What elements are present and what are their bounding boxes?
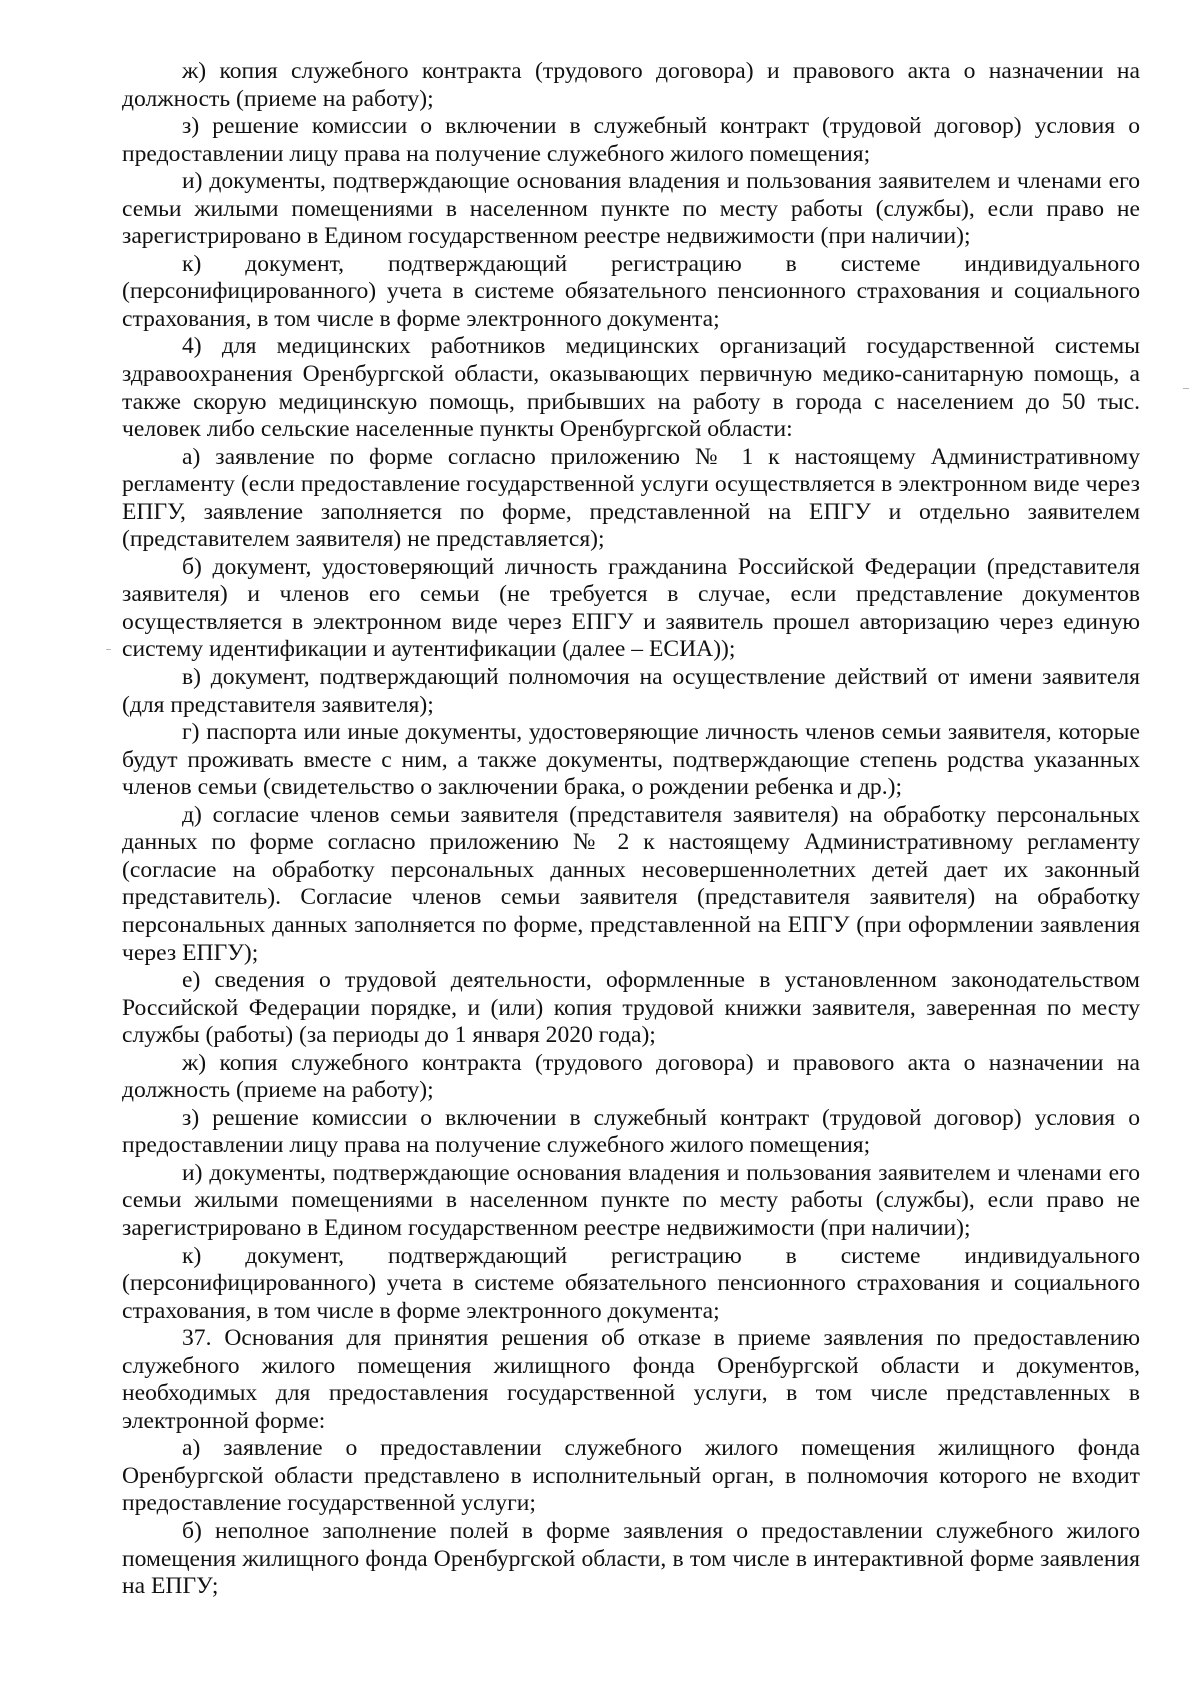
paragraph-a-application: а) заявление по форме согласно приложению № 1 к настоящему Административному регламенту (если предоставление государственной услуги осуществляется в электронном виде через ЕПГУ, заявление заполняется по форме, представленной на ЕПГУ и отдельно заявителем (представителем заявителя) не представляется); — [122, 443, 1140, 553]
paragraph-i-housing-documents: и) документы, подтверждающие основания владения и пользования заявителем и членами его семьи жилыми помещениями в населенном пункте по месту работы (службы), если право не зарегистрировано в Едином государственном реестре недвижимости (при наличии); — [122, 168, 1140, 250]
paragraph-v-authority-document: в) документ, подтверждающий полномочия на осуществление действий от имени заявителя (для представителя заявителя); — [122, 664, 1140, 718]
paragraph-g-passports: г) паспорта или иные документы, удостоверяющие личность членов семьи заявителя, которые будут проживать вместе с ним, а также документы, подтверждающие степень родства указанных членов семьи (свидетельство о заключении брака, о рождении ребенка и др.); — [122, 719, 1140, 801]
paragraph-i-housing-documents-2: и) документы, подтверждающие основания владения и пользования заявителем и членами его семьи жилыми помещениями в населенном пункте по месту работы (службы), если право не зарегистрировано в Едином государственном реестре недвижимости (при наличии); — [122, 1159, 1140, 1241]
paragraph-k-registration-document-2: к) документ, подтверждающий регистрацию в системе индивидуального (персонифицированного) учета в системе обязательного пенсионного страхования и социального страхования, в том числе в форме электронного документа; — [122, 1242, 1140, 1324]
scan-mark-right — [1183, 388, 1189, 389]
paragraph-d-consent: д) согласие членов семьи заявителя (представителя заявителя) на обработку персональных данных по форме согласно приложению № 2 к настоящему Административному регламенту (согласие на обработку персональных данных несовершеннолетних детей дает их законный представитель). Согласие членов семьи заявителя (представителя заявителя) на обработку персональных данных заполняется по форме, представленной на ЕПГУ (при оформлении заявления через ЕПГУ); — [122, 801, 1140, 966]
paragraph-a-wrong-authority: а) заявление о предоставлении служебного жилого помещения жилищного фонда Оренбургской области представлено в исполнительный орган, в полномочия которого не входит предоставление государственной услуги; — [122, 1435, 1140, 1517]
paragraph-b-identity-document: б) документ, удостоверяющий личность гражданина Российской Федерации (представителя заявителя) и членов его семьи (не требуется в случае, если представление документов осуществляется в электронном виде через ЕПГУ и заявитель прошел авторизацию через единую систему идентификации и аутентификации (далее – ЕСИА)); — [122, 553, 1140, 663]
paragraph-zh-contract-copy-2: ж) копия служебного контракта (трудового договора) и правового акта о назначении на должность (приеме на работу); — [122, 1049, 1140, 1104]
paragraph-37-refusal-grounds: 37. Основания для принятия решения об отказе в приеме заявления по предоставлению служебного жилого помещения жилищного фонда Оренбургской области и документов, необходимых для предоставления государственной услуги, в том числе представленных в электронной форме: — [122, 1325, 1140, 1434]
paragraph-z-commission-decision: з) решение комиссии о включении в служебный контракт (трудовой договор) условия о предоставлении лицу права на получение служебного жилого помещения; — [122, 113, 1140, 167]
paragraph-b-incomplete-form: б) неполное заполнение полей в форме заявления о предоставлении служебного жилого помещения жилищного фонда Оренбургской области, в том числе в интерактивной форме заявления на ЕПГУ; — [122, 1517, 1140, 1600]
paragraph-e-work-records: е) сведения о трудовой деятельности, оформленные в установленном законодательством Российской Федерации порядке, и (или) копия трудовой книжки заявителя, заверенная по месту службы (работы) (за периоды до 1 января 2020 года); — [122, 967, 1140, 1049]
document-body — [122, 58, 1140, 1601]
paragraph-k-registration-document: к) документ, подтверждающий регистрацию в системе индивидуального (персонифицированного) учета в системе обязательного пенсионного страхования и социального страхования, в том числе в форме электронного документа; — [122, 250, 1140, 332]
paragraph-zh-contract-copy: ж) копия служебного контракта (трудового договора) и правового акта о назначении на должность (приеме на работу); — [122, 58, 1140, 112]
paragraph-4-medical-workers: 4) для медицинских работников медицинских организаций государственной системы здравоохранения Оренбургской области, оказывающих первичную медико-санитарную помощь, а также скорую медицинскую помощь, прибывших на работу в города с населением до 50 тыс. человек либо сельские населенные пункты Оренбургской области: — [122, 333, 1140, 443]
paragraph-z-commission-decision-2: з) решение комиссии о включении в служебный контракт (трудовой договор) условия о предоставлении лицу права на получение служебного жилого помещения; — [122, 1104, 1140, 1159]
scan-mark-left — [106, 649, 111, 650]
